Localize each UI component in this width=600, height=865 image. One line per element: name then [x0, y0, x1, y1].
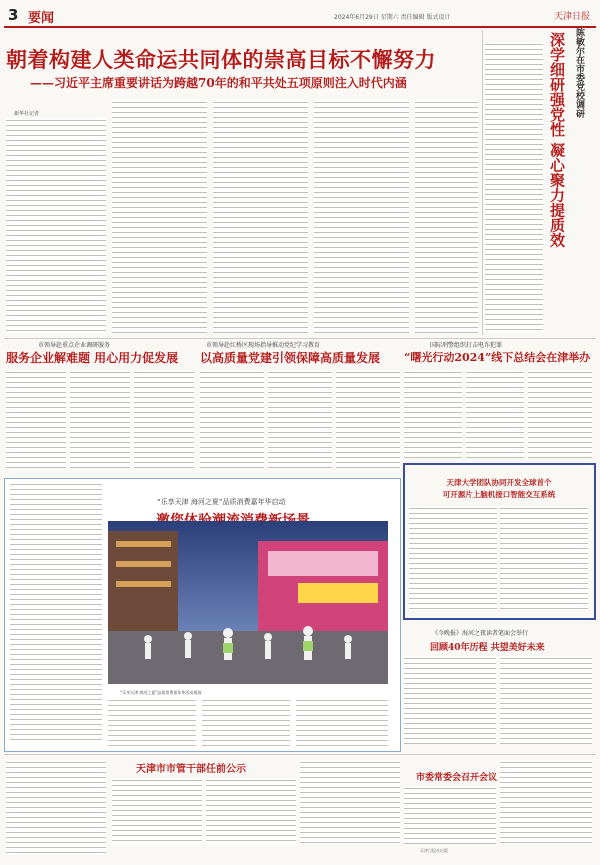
feature-text-bottom-1 [108, 698, 196, 746]
lead-text-col-4 [314, 100, 409, 333]
lead-byline: 新华社记者 [14, 111, 40, 117]
page-header [4, 4, 596, 28]
bottom-text-right-1 [404, 786, 496, 844]
event-photo [108, 521, 388, 684]
middle-text-2c [336, 370, 400, 468]
feature-text-bottom-3 [296, 698, 388, 746]
newspaper-logo: 天津日报 [553, 12, 590, 22]
middle-kicker-3: 国际刑警组织打击电诈犯罪 [430, 342, 503, 349]
row-rule [4, 338, 596, 339]
middle-text-3c [528, 370, 592, 458]
bottom-text-mid-2 [206, 778, 296, 844]
lead-subhead: ——习近平主席重要讲话为跨越70年的和平共处五项原则注入时代内涵 [30, 76, 407, 90]
middle-text-1a [6, 370, 66, 468]
highlighted-title-line-1: 天津大学团队协同开发全球首个 [446, 478, 552, 487]
lead-text-col-1 [6, 118, 106, 333]
page-footer: 天津日报社出版 [420, 848, 448, 853]
right-kicker: 《今晚报》海河之夜读者笔面会举行 [432, 630, 529, 637]
right-text-1 [404, 656, 496, 744]
highlighted-title-line-2: 可开源片上脑机接口智能交互系统 [442, 490, 556, 499]
bottom-text-right-2 [500, 760, 592, 844]
committee-meeting-title: 市委常委会召开会议 [416, 773, 498, 783]
middle-text-3a [404, 370, 462, 458]
bottom-text-left [6, 760, 106, 855]
page-number: 3 [8, 6, 19, 24]
lead-text-col-5 [415, 100, 478, 333]
lead-text-col-2 [112, 100, 207, 333]
lead-text-col-3 [213, 100, 308, 333]
middle-title-2: 以高质量党建引领保障高质量发展 [200, 351, 381, 365]
column-rule [482, 30, 483, 335]
bottom-text-mid-1 [112, 778, 202, 844]
feature-text-left [10, 482, 102, 744]
date-line: 2024年6月29日 星期六 责任编辑 版式设计 [334, 14, 451, 21]
section-name: 要闻 [28, 11, 55, 26]
right-title: 回顾40年历程 共望美好未来 [430, 643, 545, 653]
highlighted-text-2 [500, 506, 588, 610]
sidebar-text-col-1 [485, 42, 543, 332]
feature-text-bottom-2 [202, 698, 290, 746]
middle-title-3: “曙光行动2024”线下总结会在津举办 [404, 351, 591, 364]
highlighted-article-title [418, 477, 580, 501]
bottom-row-rule [4, 754, 596, 755]
sidebar-title: 深学细研强党性 凝心聚力提质效 [548, 32, 566, 248]
photo-caption: “乐享天津 海河之夏”品质消费嘉年华活动现场 [120, 690, 202, 695]
right-text-2 [500, 656, 592, 744]
cadre-notice-title: 天津市市管干部任前公示 [136, 764, 246, 775]
event-photo-illustration [108, 521, 388, 684]
middle-text-1c [134, 370, 194, 468]
middle-text-2b [268, 370, 332, 468]
sidebar-kicker: 陈敏尔在市委党校调研 [574, 28, 584, 118]
middle-text-1b [70, 370, 130, 468]
bottom-text-mid-3 [300, 760, 400, 844]
middle-kicker-1: 市领导赴重点企业调研服务 [38, 342, 111, 349]
feature-kicker: “乐享天津 海河之夏”品质消费嘉年华启动 [157, 498, 286, 506]
middle-title-1: 服务企业解难题 用心用力促发展 [6, 351, 179, 365]
highlighted-text-1 [409, 506, 497, 610]
middle-text-3b [466, 370, 524, 458]
middle-kicker-2: 市领导赴红桥区现场指导推动党纪学习教育 [206, 342, 321, 349]
lead-headline: 朝着构建人类命运共同体的崇高目标不懈努力 [6, 47, 436, 72]
middle-text-2a [200, 370, 264, 468]
